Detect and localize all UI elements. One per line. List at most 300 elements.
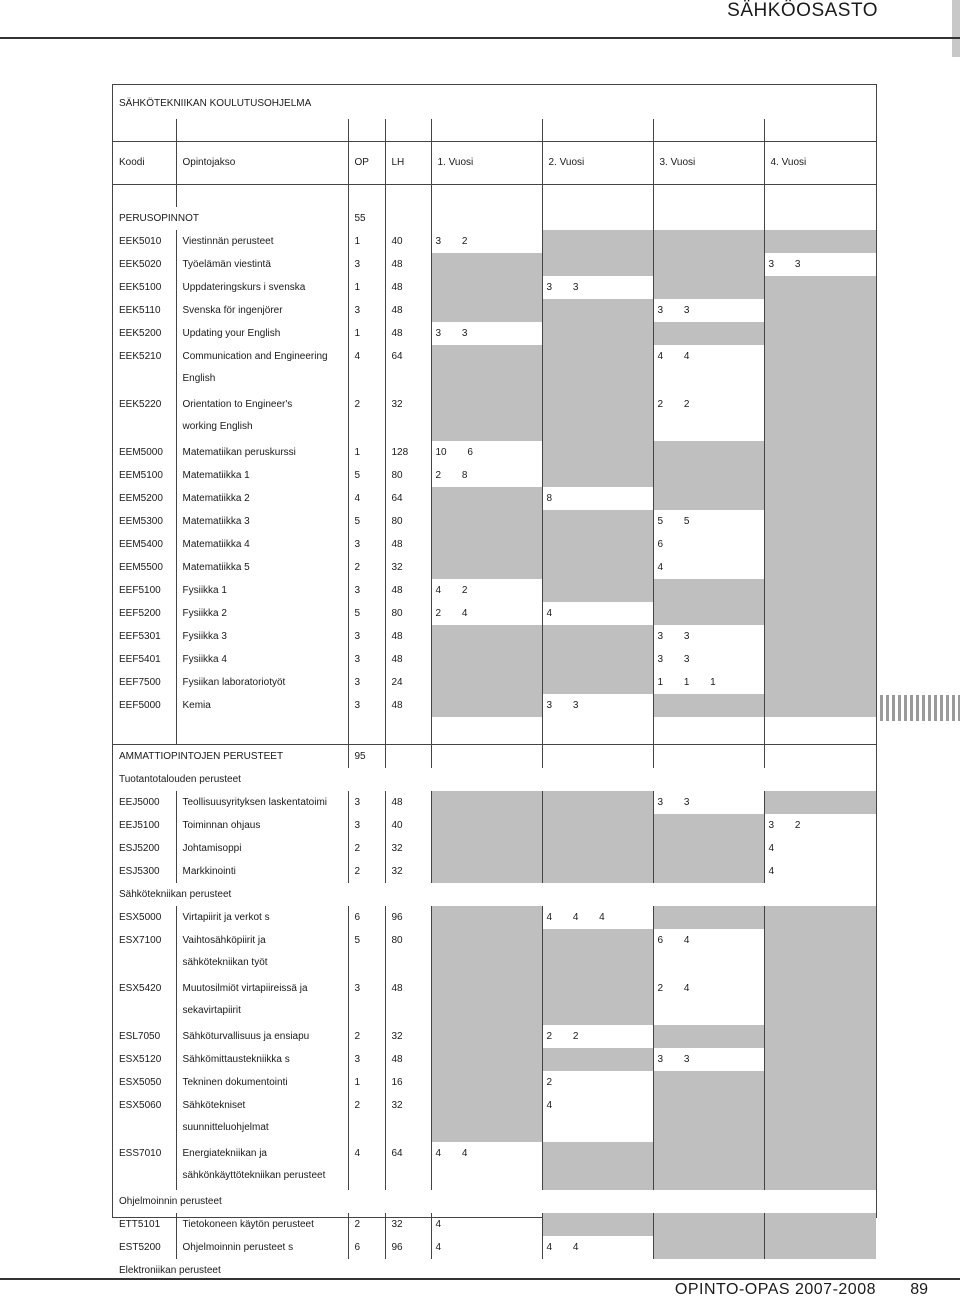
year-cell [542,322,653,345]
course-name-line: Fysiikka 3 [182,630,227,642]
year-cell [431,299,542,322]
course-op: 2 [348,1094,385,1142]
year-value: 4 2 [435,584,468,596]
course-row [113,510,876,533]
course-op: 2 [348,837,385,860]
year-cell [653,1142,764,1190]
year-value: 4 [768,865,775,877]
year-cell [653,791,764,814]
year-value: 4 [546,1100,553,1111]
course-op: 3 [348,977,385,1025]
course-lh: 32 [385,837,431,860]
year-cell [542,345,653,393]
year-cell [542,1142,653,1190]
year-value: 3 3 [657,653,690,665]
course-code: EEM5500 [119,561,163,573]
year-cell [542,230,653,253]
section-empty-cell [653,745,764,769]
course-name [176,1048,348,1071]
year-cell [431,602,542,625]
section-stripe-decoration [880,695,960,721]
course-code: EEK5210 [119,351,162,362]
year-cell [431,694,542,717]
course-row [113,322,876,345]
year-cell [431,906,542,929]
year-cell [542,533,653,556]
course-name [176,648,348,671]
course-row [113,1071,876,1094]
course-name [176,1213,348,1236]
course-op: 3 [348,814,385,837]
spacer-cell [653,185,764,208]
course-op: 4 [348,487,385,510]
course-op: 5 [348,464,385,487]
year-cell [764,1025,876,1048]
year-cell [653,441,764,464]
course-lh: 96 [385,1236,431,1259]
course-name [176,694,348,717]
course-name-line: Fysiikka 2 [182,607,227,619]
year-cell [653,510,764,533]
course-code: EEM5100 [119,469,163,481]
course-op: 2 [348,393,385,441]
section-op: 55 [348,207,385,230]
column-header: Opintojakso [176,142,348,185]
course-name-line: Johtamisoppi [182,842,242,854]
year-cell [764,464,876,487]
year-cell [542,299,653,322]
course-row [113,860,876,883]
course-row [113,1236,876,1259]
year-cell [542,671,653,694]
spacer-cell [348,119,385,142]
course-lh: 48 [385,276,431,299]
course-op: 1 [348,441,385,464]
year-value: 3 3 [546,699,579,711]
course-name [176,230,348,253]
spacer-cell [385,185,431,208]
course-code: EEK5020 [119,258,162,270]
year-cell [542,464,653,487]
course-row [113,299,876,322]
course-name-line: Kemia [182,699,211,711]
course-row [113,625,876,648]
year-cell [764,625,876,648]
year-value: 2 2 [657,399,690,410]
course-lh: 48 [385,253,431,276]
year-cell [653,1048,764,1071]
course-name [176,487,348,510]
year-cell [653,1094,764,1142]
year-value: 4 [768,842,775,854]
course-name [176,1071,348,1094]
section-empty-cell [385,207,431,230]
year-cell [653,648,764,671]
year-cell [542,837,653,860]
course-row [113,671,876,694]
year-cell [431,671,542,694]
course-lh: 48 [385,1048,431,1071]
spacer-cell [113,119,176,142]
course-op: 2 [348,1213,385,1236]
year-value: 8 [546,492,553,504]
course-row [113,393,876,441]
course-op: 3 [348,791,385,814]
course-name-line: Updating your English [182,327,281,339]
year-cell [542,556,653,579]
course-name-line: Energiatekniikan ja [182,1148,267,1159]
year-cell [764,1071,876,1094]
year-cell [431,1048,542,1071]
year-cell [431,648,542,671]
year-value: 3 3 [657,304,690,316]
course-name [176,860,348,883]
course-name [176,510,348,533]
course-code: EEF5100 [119,584,161,596]
year-value: 4 4 [435,1148,468,1159]
course-row [113,694,876,717]
course-name-line: Communication and Engineering [182,351,328,362]
year-cell [764,487,876,510]
course-name-line: Muutosilmiöt virtapiireissä ja [182,983,308,994]
course-row [113,648,876,671]
year-cell [653,837,764,860]
course-name-line: Matematiikka 3 [182,515,250,527]
course-code: EEJ5000 [119,796,160,808]
year-cell [764,322,876,345]
course-row [113,1025,876,1048]
course-row [113,556,876,579]
year-cell [431,1142,542,1190]
year-cell [542,791,653,814]
year-cell [764,579,876,602]
program-title: SÄHKÖTEKNIIKAN KOULUTUSOHJELMA [119,98,312,109]
course-name-line: Matematiikka 5 [182,561,250,573]
course-code: EEK5220 [119,399,162,410]
year-value: 3 3 [435,327,468,339]
year-cell [764,837,876,860]
year-cell [764,299,876,322]
spacer-cell [431,717,542,745]
course-lh: 64 [385,1142,431,1190]
section-empty-cell [653,207,764,230]
year-cell [431,625,542,648]
year-cell [431,1236,542,1259]
course-name [176,1236,348,1259]
group-label: Sähkötekniikan perusteet [119,888,232,900]
year-cell [542,510,653,533]
course-lh: 48 [385,533,431,556]
year-cell [653,464,764,487]
year-cell [653,906,764,929]
year-value: 3 3 [657,1053,690,1065]
course-name-line-2: sähkönkäyttötekniikan perusteet [182,1170,326,1181]
spacer-row [113,119,876,142]
course-name [176,322,348,345]
course-name-line-2: sähkötekniikan työt [182,957,268,968]
year-cell [653,1213,764,1236]
spacer-cell [113,185,176,208]
course-code: ESX5420 [119,983,162,994]
year-cell [431,441,542,464]
course-name-line: Matematiikka 4 [182,538,250,550]
course-name [176,556,348,579]
course-lh: 48 [385,791,431,814]
course-row [113,814,876,837]
year-cell [431,487,542,510]
year-cell [653,694,764,717]
course-lh: 16 [385,1071,431,1094]
section-empty-cell [764,745,876,769]
year-cell [653,1025,764,1048]
course-name [176,253,348,276]
spacer-cell [764,119,876,142]
course-row [113,230,876,253]
course-row [113,276,876,299]
course-name-line: Sähkötekniset [182,1100,246,1111]
course-code: EEF5401 [119,653,161,665]
year-cell [764,393,876,441]
column-header: OP [348,142,385,185]
course-row [113,487,876,510]
year-cell [764,906,876,929]
course-lh: 96 [385,906,431,929]
course-op: 1 [348,276,385,299]
course-code: EEK5200 [119,327,162,339]
section-empty-cell [385,745,431,769]
course-lh: 48 [385,625,431,648]
course-code: ESX5000 [119,911,162,923]
course-code: EEF7500 [119,676,161,688]
course-code: ESJ5200 [119,842,160,854]
year-cell [764,860,876,883]
year-value: 3 3 [657,796,690,808]
section-empty-cell [431,207,542,230]
course-op: 3 [348,671,385,694]
year-cell [653,276,764,299]
course-name-line: Uppdateringskurs i svenska [182,281,306,293]
year-cell [542,253,653,276]
year-cell [431,253,542,276]
course-name [176,393,348,441]
year-cell [653,487,764,510]
course-code: ESJ5300 [119,865,160,877]
year-cell [653,299,764,322]
year-cell [431,837,542,860]
year-cell [542,1025,653,1048]
course-name-line: Markkinointi [182,865,236,877]
year-cell [431,929,542,977]
year-cell [542,1048,653,1071]
course-lh: 48 [385,648,431,671]
year-cell [653,860,764,883]
year-cell [542,1094,653,1142]
course-name-line: Matematiikka 1 [182,469,250,481]
spacer-row [113,185,876,208]
course-op: 3 [348,694,385,717]
year-cell [653,253,764,276]
year-cell [764,441,876,464]
course-lh: 24 [385,671,431,694]
year-cell [653,230,764,253]
year-cell [653,1071,764,1094]
course-name [176,814,348,837]
course-lh: 32 [385,1213,431,1236]
group-header-row [113,1190,876,1213]
course-row [113,1142,876,1190]
spacer-cell [542,119,653,142]
column-header: 4. Vuosi [764,142,876,185]
group-label: Ohjelmoinnin perusteet [119,1195,222,1207]
year-cell [653,556,764,579]
course-name [176,345,348,393]
course-op: 4 [348,1142,385,1190]
year-value: 2 4 [657,983,690,994]
year-cell [542,441,653,464]
year-cell [431,510,542,533]
year-cell [653,977,764,1025]
course-name-line: Fysiikka 4 [182,653,227,665]
course-row [113,1094,876,1142]
year-cell [764,253,876,276]
year-cell [653,1236,764,1259]
course-lh: 32 [385,393,431,441]
year-cell [542,648,653,671]
course-name [176,464,348,487]
course-code: EEK5010 [119,235,162,247]
course-row [113,602,876,625]
year-cell [653,671,764,694]
course-code: ESX5060 [119,1100,162,1111]
year-value: 4 [435,1241,442,1253]
year-cell [653,322,764,345]
year-cell [431,322,542,345]
course-code: EEF5200 [119,607,161,619]
course-name [176,906,348,929]
course-name [176,791,348,814]
course-lh: 80 [385,464,431,487]
course-row [113,791,876,814]
year-cell [542,1071,653,1094]
course-row [113,464,876,487]
spacer-cell [542,185,653,208]
course-op: 6 [348,1236,385,1259]
footer-rule [0,1278,960,1280]
year-cell [431,393,542,441]
year-cell [764,791,876,814]
year-value: 4 4 [546,1241,579,1253]
course-op: 3 [348,299,385,322]
course-name-line: Matematiikan peruskurssi [182,446,296,458]
year-cell [764,1094,876,1142]
course-name-line: Työelämän viestintä [182,258,271,270]
page-number: 89 [910,1281,928,1298]
group-header-row [113,768,876,791]
year-cell [431,533,542,556]
course-name-line: Fysiikan laboratoriotyöt [182,676,286,688]
course-op: 5 [348,602,385,625]
year-cell [764,648,876,671]
year-cell [653,345,764,393]
column-header: 1. Vuosi [431,142,542,185]
year-cell [542,929,653,977]
curriculum-table-frame [112,84,877,1276]
year-cell [431,556,542,579]
year-cell [431,1094,542,1142]
spacer-cell [385,717,431,745]
course-name-line: Teollisuusyrityksen laskentatoimi [182,796,328,808]
course-lh: 80 [385,602,431,625]
year-cell [764,694,876,717]
year-cell [542,814,653,837]
course-row [113,1213,876,1236]
year-cell [542,860,653,883]
course-name-line-2: sekavirtapiirit [182,1005,241,1016]
course-op: 3 [348,579,385,602]
year-cell [542,276,653,299]
course-lh: 48 [385,322,431,345]
spacer-row [113,717,876,745]
year-value: 4 4 4 [546,911,605,923]
year-cell [764,276,876,299]
course-lh: 32 [385,556,431,579]
year-cell [764,1236,876,1259]
year-cell [764,230,876,253]
course-row [113,929,876,977]
year-cell [764,556,876,579]
year-value: 4 [546,607,553,619]
course-name [176,441,348,464]
year-cell [764,602,876,625]
column-header-row [113,142,876,185]
year-value: 3 3 [768,258,801,270]
spacer-cell [653,717,764,745]
course-name-line-2: working English [182,421,253,432]
year-cell [542,579,653,602]
course-row [113,1048,876,1071]
section-header-row [113,207,876,230]
course-lh: 48 [385,694,431,717]
course-op: 5 [348,929,385,977]
course-code: EST5200 [119,1241,161,1253]
year-value: 4 [435,1218,442,1230]
spacer-cell [764,717,876,745]
year-cell [431,230,542,253]
spacer-cell [176,185,348,208]
year-cell [764,1213,876,1236]
course-name-line: Sähköturvallisuus ja ensiapu [182,1030,310,1042]
group-header-row [113,883,876,906]
year-cell [542,625,653,648]
year-cell [431,276,542,299]
section-empty-cell [764,207,876,230]
course-name-line: Fysiikka 1 [182,584,227,596]
course-lh: 48 [385,299,431,322]
column-header: 2. Vuosi [542,142,653,185]
year-cell [764,929,876,977]
course-op: 5 [348,510,385,533]
footer-publication: OPINTO-OPAS 2007-2008 [674,1281,876,1298]
year-cell [542,487,653,510]
program-title-row [113,85,876,119]
section-empty-cell [542,745,653,769]
group-label: Tuotantotalouden perusteet [119,773,241,785]
year-value: 6 4 [657,935,690,946]
course-op: 3 [348,253,385,276]
year-cell [542,977,653,1025]
course-name-line-2: suunnitteluohjelmat [182,1122,269,1133]
course-name-line: Ohjelmoinnin perusteet s [182,1241,294,1253]
